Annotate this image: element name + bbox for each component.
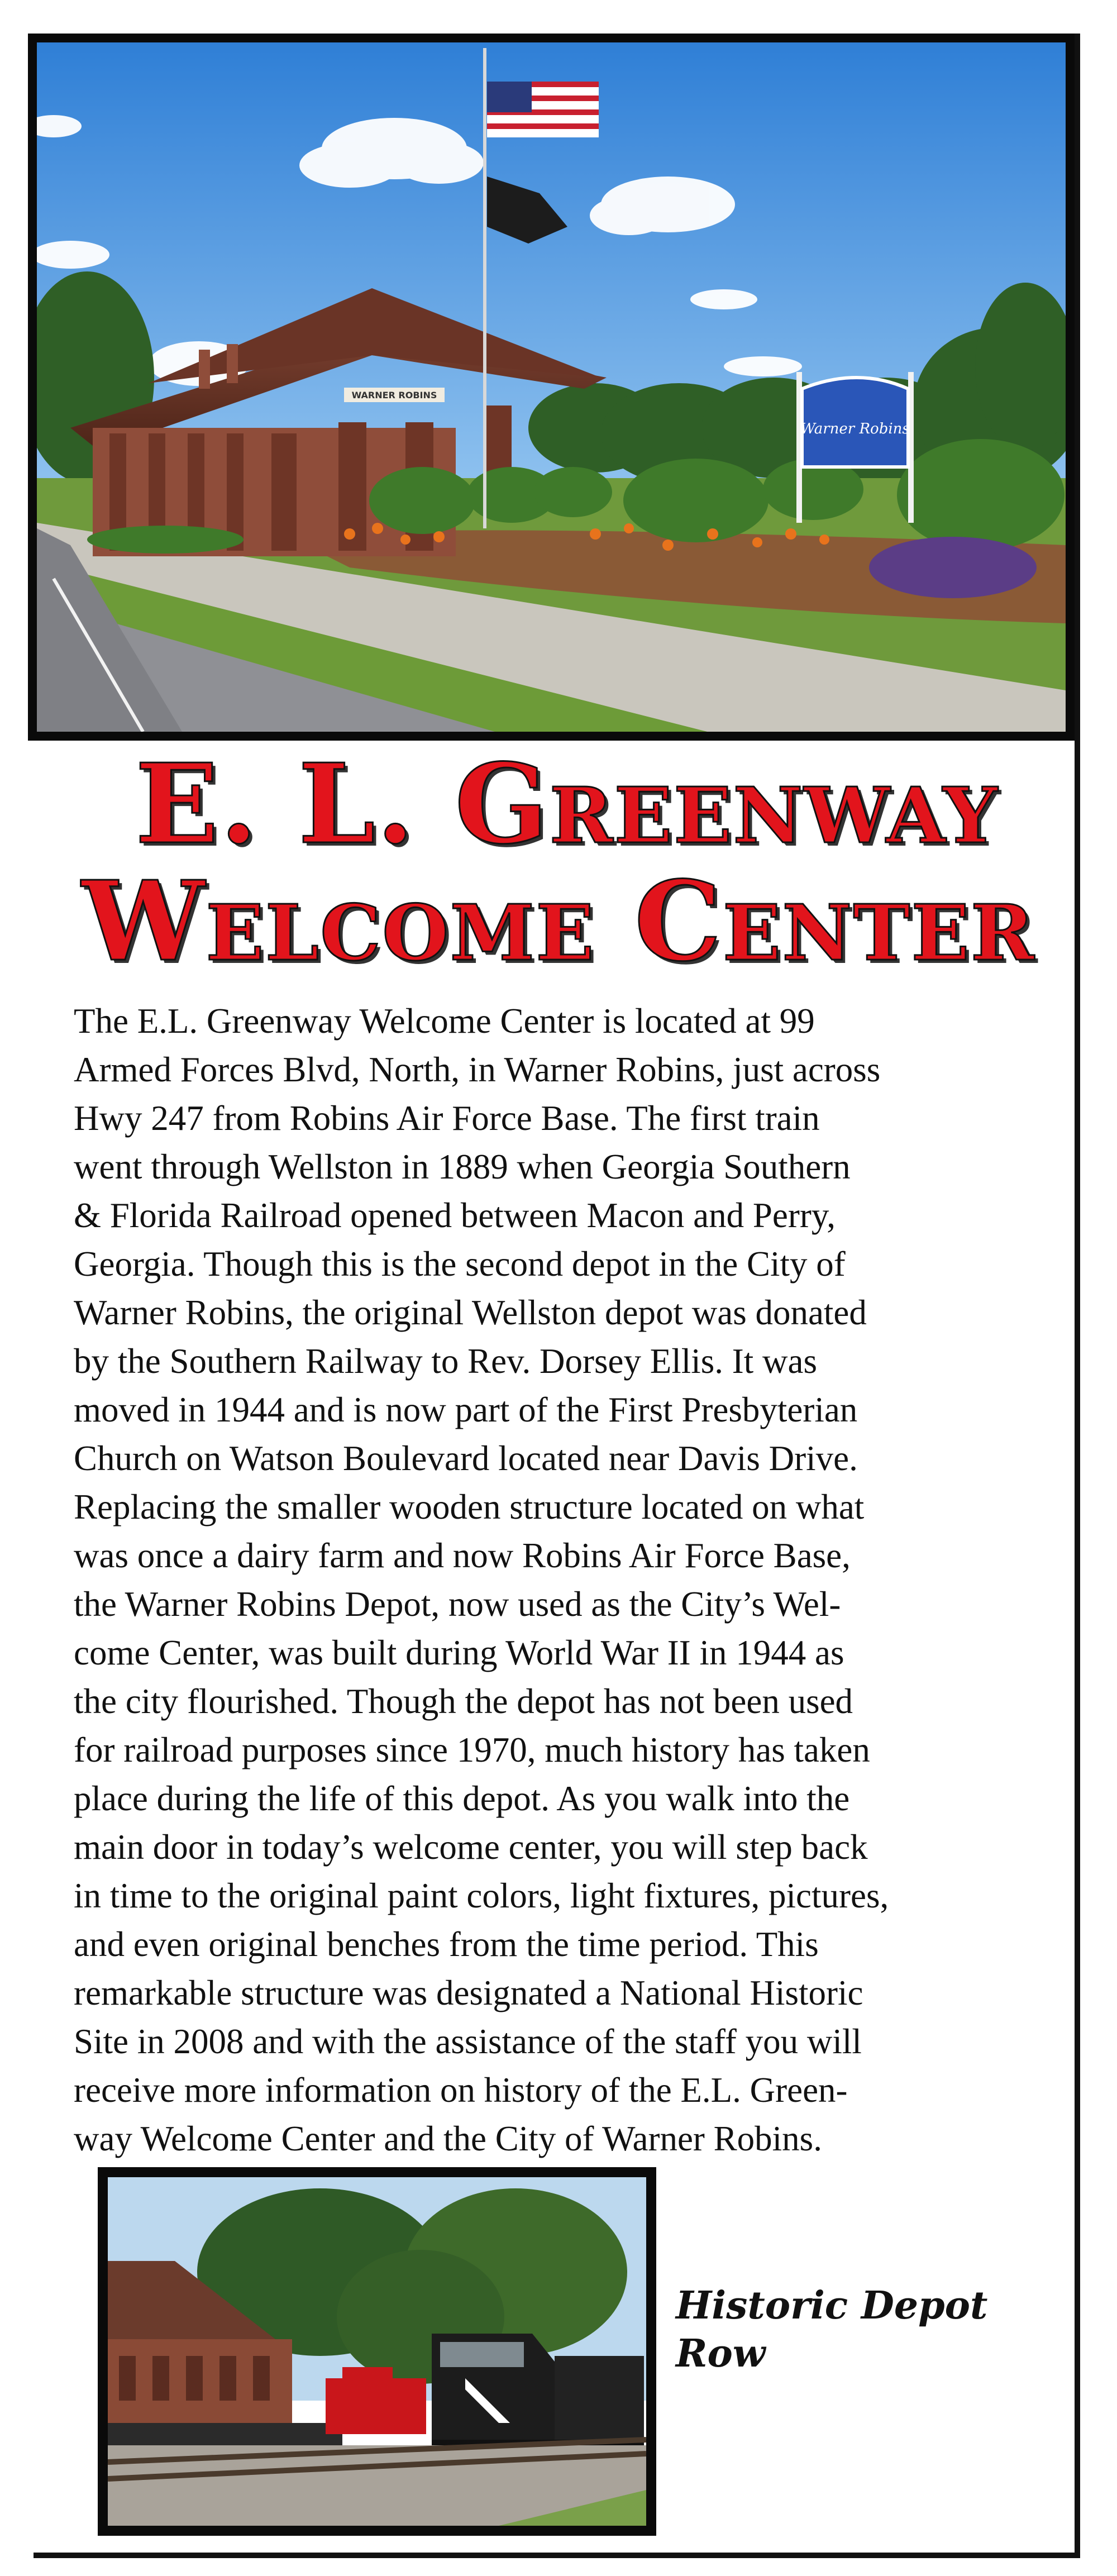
page-frame-right [1075,34,1080,2558]
body-line: moved in 1944 and is now part of the First Presbyterian [74,1390,858,1429]
body-line: main door in today’s welcome center, you will step back [74,1828,868,1867]
body-line: way Welcome Center and the City of Warner Robins. [74,2119,822,2158]
body-line: place during the life of this depot. As you walk into the [74,1779,850,1818]
body-line: in time to the original paint colors, light fixtures, pictures, [74,1876,889,1915]
body-line: come Center, was built during World War II in 1944 as [74,1633,844,1672]
photo-caption [676,2282,989,2378]
body-line: went through Wellston in 1889 when Georgia Southern [74,1147,851,1186]
body-line: Replacing the smaller wooden structure located on what [74,1487,865,1526]
body-line: Warner Robins, the original Wellston depot was donated [74,1293,867,1332]
city-sign-text: Warner Robins [800,421,910,437]
caption-line-2: Row [676,2331,766,2376]
body-line: for railroad purposes since 1970, much history has taken [74,1730,870,1769]
body-line: receive more information on history of the E.L. Green- [74,2071,848,2110]
train-photo [98,2167,656,2536]
body-line: Armed Forces Blvd, North, in Warner Robins, just across [74,1050,881,1089]
body-line: by the Southern Railway to Rev. Dorsey Ellis. It was [74,1342,817,1381]
body-line: was once a dairy farm and now Robins Air Force Base, [74,1536,851,1575]
body-line: & Florida Railroad opened between Macon and Perry, [74,1196,836,1235]
body-line: Church on Watson Boulevard located near Davis Drive. [74,1439,858,1478]
hero-photo-depot [28,34,1075,741]
body-line: Hwy 247 from Robins Air Force Base. The first train [74,1099,820,1138]
body-line: the Warner Robins Depot, now used as the City’s Wel- [74,1585,841,1624]
page-title-line-1: E. L. Greenway [135,740,999,869]
page-frame-bottom [34,2553,1080,2558]
train-photo-illustration [108,2177,646,2526]
body-paragraph [74,997,1046,2163]
body-line: The E.L. Greenway Welcome Center is located at 99 [74,1001,815,1041]
body-line: and even original benches from the time period. This [74,1925,819,1964]
body-line: the city flourished. Though the depot has not been used [74,1682,853,1721]
caption-line-1: Historic Depot [676,2283,988,2328]
body-line: Georgia. Though this is the second depot in the City of [74,1244,846,1284]
depot-sign-text: WARNER ROBINS [351,390,437,400]
body-line: Site in 2008 and with the assistance of the staff you will [74,2022,862,2061]
body-line: remarkable structure was designated a National Historic [74,1973,863,2012]
hero-photo-illustration [37,42,1066,732]
page-title-line-2: Welcome Center [82,857,1035,986]
